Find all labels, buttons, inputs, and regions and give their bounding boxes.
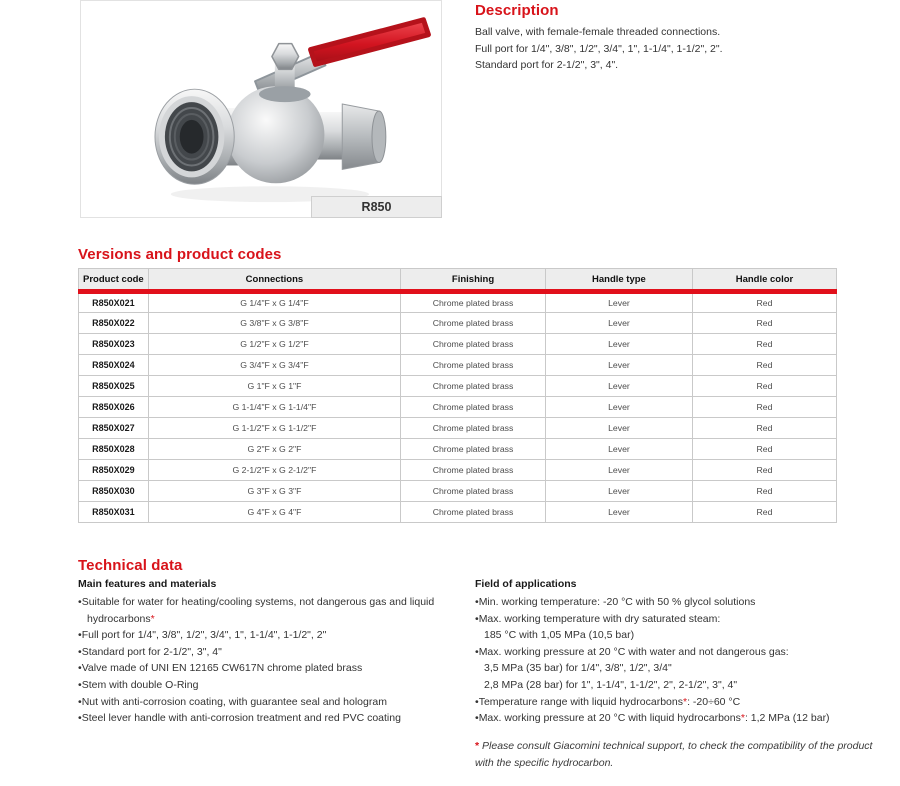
finishing-cell: Chrome plated brass [401,481,546,502]
handle-color-cell: Red [692,313,836,334]
table-row [79,334,837,355]
table-row [79,439,837,460]
column-header: Finishing [401,269,546,292]
handle-type-cell: Lever [545,292,692,313]
handle-color-cell: Red [692,439,836,460]
connections-cell: G 1/4"F x G 1/4"F [148,292,400,313]
main-features-column [78,578,478,727]
handle-type-cell: Lever [545,397,692,418]
text-segment: 2,8 MPa (28 bar) for 1", 1-1/4", 1-1/2", 2", 2-1/2", 3", 4" [484,678,738,691]
connections-cell: G 3/4"F x G 3/4"F [148,355,400,376]
table-row [79,376,837,397]
description-line: Full port for 1/4", 3/8", 1/2", 3/4", 1", 1-1/4", 1-1/2", 2". [475,42,723,55]
table-row [79,313,837,334]
field-of-applications-column [475,578,890,727]
text-segment: Nut with anti-corrosion coating, with guarantee seal and hologram [81,695,387,708]
bullet-item [78,710,478,727]
text-segment: Standard port for 2-1/2", 3", 4" [81,645,222,658]
table-row [79,481,837,502]
column-header: Connections [148,269,400,292]
product-code-cell: R850X023 [79,334,149,355]
connections-cell: G 2"F x G 2"F [148,439,400,460]
field-of-applications-heading: Field of applications [475,578,577,590]
text-segment: Steel lever handle with anti-corrosion treatment and red PVC coating [81,712,401,725]
handle-type-cell: Lever [545,502,692,523]
text-segment: Full port for 1/4", 3/8", 1/2", 3/4", 1", 1-1/4", 1-1/2", 2" [81,629,327,642]
finishing-cell: Chrome plated brass [401,376,546,397]
bullet-item [78,594,478,627]
product-code-cell: R850X022 [79,313,149,334]
handle-type-cell: Lever [545,418,692,439]
column-header: Handle type [545,269,692,292]
connections-cell: G 4"F x G 4"F [148,502,400,523]
connections-cell: G 3/8"F x G 3/8"F [148,313,400,334]
red-asterisk: * [475,740,483,752]
table-row [79,292,837,313]
handle-color-cell: Red [692,418,836,439]
text-segment: Temperature range with liquid hydrocarbons [478,695,683,708]
product-code-cell: R850X029 [79,460,149,481]
column-header: Product code [79,269,149,292]
description-section [475,2,887,74]
handle-color-cell: Red [692,355,836,376]
product-codes-table [78,268,837,523]
text-segment: : -20÷60 °C [687,695,741,708]
product-code-cell: R850X031 [79,502,149,523]
text-segment: Max. working temperature with dry saturated steam: [478,612,721,625]
product-code-cell: R850X026 [79,397,149,418]
bullet-item [475,710,890,727]
handle-color-cell: Red [692,334,836,355]
product-model-label: R850 [311,196,442,218]
finishing-cell: Chrome plated brass [401,292,546,313]
handle-type-cell: Lever [545,313,692,334]
text-segment: Valve made of UNI EN 12165 CW617N chrome plated brass [81,662,363,675]
bullet-item [475,594,890,611]
handle-color-cell: Red [692,292,836,313]
technical-title: Technical data [78,557,183,574]
valve-female-thread [155,89,234,184]
hydrocarbon-footnote [475,738,875,772]
table-row [79,355,837,376]
text-segment: Max. working pressure at 20 °C with liquid hydrocarbons [478,712,741,725]
handle-type-cell: Lever [545,355,692,376]
continuation-line [475,660,890,677]
handle-type-cell: Lever [545,460,692,481]
handle-type-cell: Lever [545,376,692,397]
valve-stem-nut [272,44,299,70]
finishing-cell: Chrome plated brass [401,313,546,334]
handle-color-cell: Red [692,502,836,523]
description-line: Ball valve, with female-female threaded connections. [475,26,721,38]
main-features-list [78,594,478,727]
table-row [79,502,837,523]
bullet-item [475,611,890,628]
bullet-item [78,694,478,711]
table-row [79,460,837,481]
table-header-row [79,269,837,292]
text-segment: Stem with double O-Ring [81,678,199,691]
text-segment: Max. working pressure at 20 °C with water and not dangerous gas: [478,645,789,658]
bullet-item [78,677,478,694]
finishing-cell: Chrome plated brass [401,334,546,355]
connections-cell: G 2-1/2"F x G 2-1/2"F [148,460,400,481]
product-codes-table-wrap [78,268,837,523]
handle-type-cell: Lever [545,439,692,460]
continuation-line [475,677,890,694]
bullet-item [78,644,478,661]
versions-title: Versions and product codes [78,246,282,263]
description-title: Description [475,2,559,19]
red-asterisk: * [740,712,745,725]
table-row [79,397,837,418]
connections-cell: G 1"F x G 1"F [148,376,400,397]
red-asterisk: * [150,612,155,625]
product-code-cell: R850X024 [79,355,149,376]
product-code-cell: R850X025 [79,376,149,397]
red-asterisk: * [682,695,688,708]
handle-color-cell: Red [692,397,836,418]
text-segment: Please consult Giacomini technical support, to check the compatibility of the product with the specific hydrocarbon. [475,740,873,769]
product-code-cell: R850X030 [79,481,149,502]
finishing-cell: Chrome plated brass [401,397,546,418]
bullet-item [475,644,890,661]
finishing-cell: Chrome plated brass [401,460,546,481]
text-segment: Suitable for water for heating/cooling systems, not dangerous gas and liquid hydrocarbons [81,596,435,625]
finishing-cell: Chrome plated brass [401,418,546,439]
finishing-cell: Chrome plated brass [401,355,546,376]
text-segment: : 1,2 MPa (12 bar) [744,712,830,725]
column-header: Handle color [692,269,836,292]
bullet-item [78,627,478,644]
text-segment: 3,5 MPa (35 bar) for 1/4", 3/8", 1/2", 3/4" [484,662,672,675]
text-segment: Min. working temperature: -20 °C with 50 % glycol solutions [478,596,756,608]
bullet-item [475,694,890,711]
product-photo [81,1,441,217]
product-code-cell: R850X027 [79,418,149,439]
handle-color-cell: Red [692,376,836,397]
finishing-cell: Chrome plated brass [401,439,546,460]
connections-cell: G 3"F x G 3"F [148,481,400,502]
product-code-cell: R850X028 [79,439,149,460]
handle-color-cell: Red [692,481,836,502]
table-row [79,418,837,439]
main-features-heading: Main features and materials [78,578,217,590]
connections-cell: G 1/2"F x G 1/2"F [148,334,400,355]
connections-cell: G 1-1/4"F x G 1-1/4"F [148,397,400,418]
product-code-cell: R850X021 [79,292,149,313]
text-segment: 185 °C with 1,05 MPa (10,5 bar) [484,629,635,642]
connections-cell: G 1-1/2"F x G 1-1/2"F [148,418,400,439]
continuation-line [475,627,890,644]
handle-type-cell: Lever [545,334,692,355]
handle-color-cell: Red [692,460,836,481]
bullet-item [78,660,478,677]
field-of-applications-list [475,594,890,727]
description-line: Standard port for 2-1/2", 3", 4". [475,59,619,71]
finishing-cell: Chrome plated brass [401,502,546,523]
description-lines [475,24,887,74]
product-image-box [80,0,442,218]
handle-type-cell: Lever [545,481,692,502]
